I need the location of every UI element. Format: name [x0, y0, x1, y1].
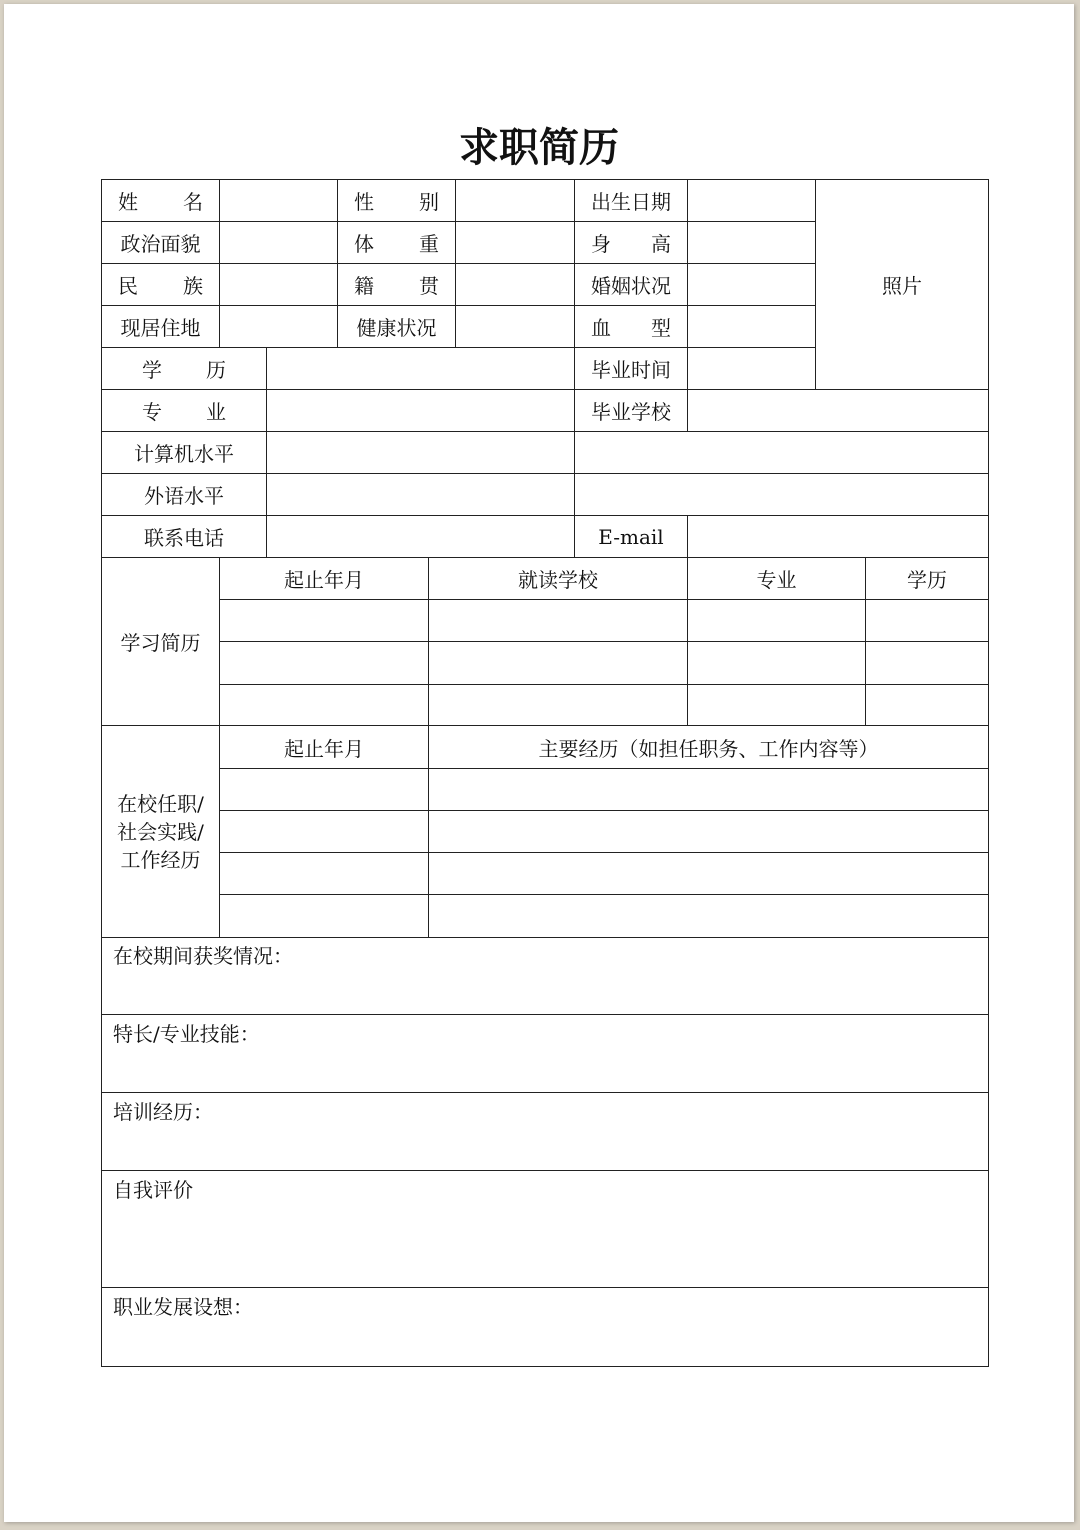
name-field[interactable] [220, 180, 337, 221]
label-ethnicity: 民 族 [118, 274, 203, 298]
label-graduation-time: 毕业时间 [591, 358, 671, 382]
work-row[interactable] [220, 769, 988, 810]
computer-level-field[interactable] [267, 432, 988, 473]
study-header-degree: 学历 [907, 568, 947, 592]
label-native-place: 籍 贯 [354, 274, 439, 298]
label-career-plan: 职业发展设想： [113, 1295, 253, 1319]
work-row[interactable] [220, 853, 988, 894]
label-work-experience: 在校任职/社会实践/工作经历 [117, 791, 204, 872]
label-name: 姓 名 [118, 190, 203, 214]
label-degree: 学 历 [142, 358, 226, 382]
label-weight: 体 重 [354, 232, 439, 256]
degree-field[interactable] [267, 348, 574, 389]
blood-type-field[interactable] [688, 306, 815, 347]
health-field[interactable] [456, 306, 574, 347]
birth-date-field[interactable] [688, 180, 815, 221]
residence-field[interactable] [220, 306, 337, 347]
native-place-field[interactable] [456, 264, 574, 305]
label-awards: 在校期间获奖情况： [113, 944, 293, 968]
study-row[interactable] [220, 642, 988, 684]
label-email: E-mail [598, 524, 664, 549]
work-row[interactable] [220, 811, 988, 852]
label-language-level: 外语水平 [144, 484, 224, 508]
label-residence: 现居住地 [120, 316, 201, 340]
phone-field[interactable] [267, 516, 574, 557]
label-skills: 特长/专业技能： [113, 1022, 260, 1046]
ethnicity-field[interactable] [220, 264, 337, 305]
study-header-period: 起止年月 [284, 568, 364, 592]
gender-field[interactable] [456, 180, 574, 221]
label-study-history: 学习简历 [120, 631, 201, 655]
label-height: 身 高 [591, 232, 671, 256]
label-graduation-school: 毕业学校 [591, 400, 671, 424]
label-computer-level: 计算机水平 [134, 442, 234, 466]
page-title: 求职简历 [459, 124, 619, 171]
graduation-time-field[interactable] [688, 348, 815, 389]
work-header-period: 起止年月 [284, 736, 364, 761]
label-blood-type: 血 型 [591, 316, 671, 340]
email-field[interactable] [688, 516, 988, 557]
label-birth-date: 出生日期 [591, 190, 671, 214]
work-row[interactable] [220, 895, 988, 937]
label-self-evaluation: 自我评价 [113, 1178, 193, 1202]
photo-placeholder: 照片 [882, 274, 922, 298]
study-header-school: 就读学校 [518, 568, 598, 592]
label-phone: 联系电话 [144, 526, 224, 550]
label-marital-status: 婚姻状况 [591, 274, 671, 298]
graduation-school-field[interactable] [688, 390, 988, 431]
study-row[interactable] [220, 685, 988, 725]
major-field[interactable] [267, 390, 574, 431]
label-major: 专 业 [142, 400, 226, 424]
language-level-field[interactable] [267, 474, 988, 515]
study-row[interactable] [220, 600, 988, 641]
label-gender: 性 别 [354, 190, 439, 214]
political-status-field[interactable] [220, 222, 337, 263]
work-header-description: 主要经历（如担任职务、工作内容等） [538, 736, 879, 761]
weight-field[interactable] [456, 222, 574, 263]
label-training: 培训经历： [113, 1100, 213, 1124]
label-political-status: 政治面貌 [120, 232, 201, 256]
study-header-major: 专业 [756, 568, 797, 592]
label-health: 健康状况 [356, 316, 437, 340]
marital-status-field[interactable] [688, 264, 815, 305]
height-field[interactable] [688, 222, 815, 263]
resume-page [4, 4, 1074, 1522]
